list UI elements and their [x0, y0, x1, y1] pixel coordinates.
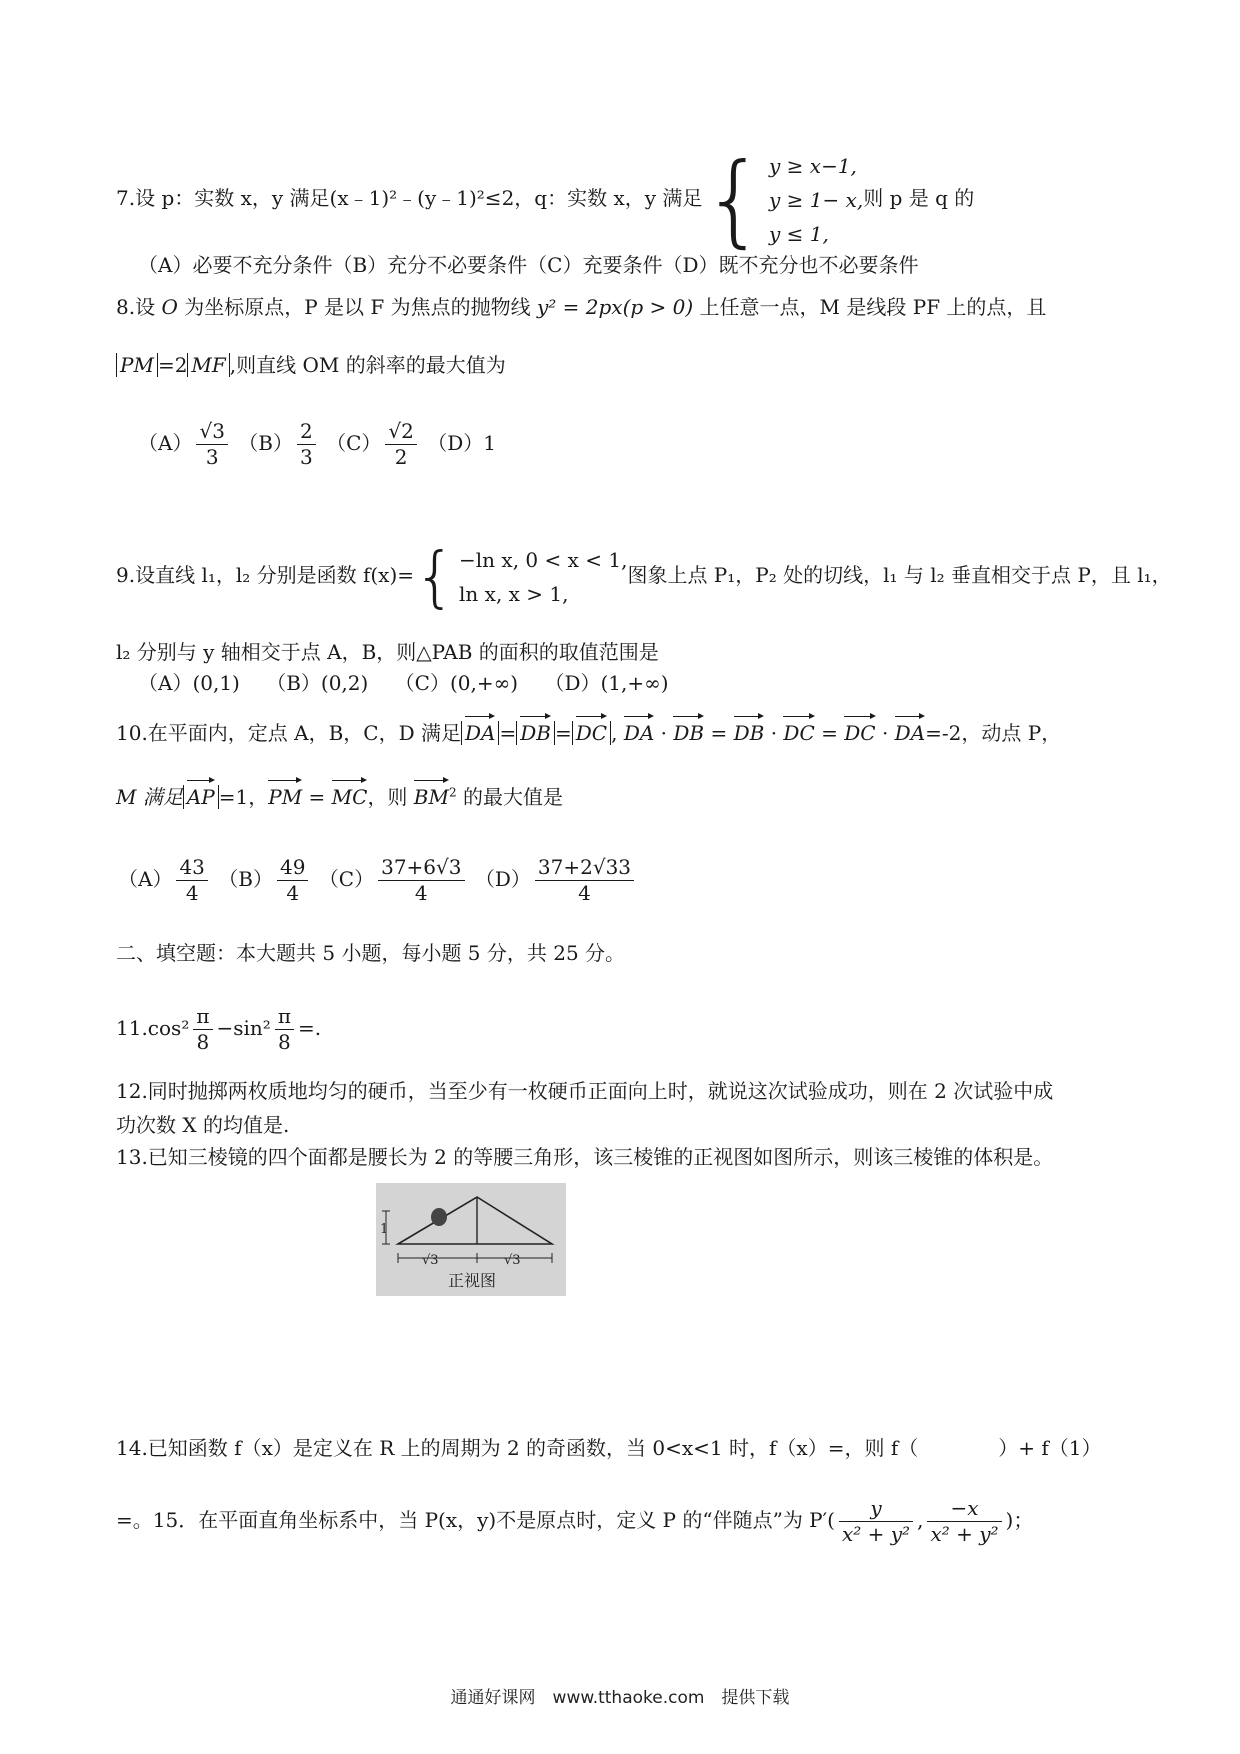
q14-stem: 14.已知函数 f（x）是定义在 R 上的周期为 2 的奇函数，当 0<x<1 时，f（x）=，则 f（ ）+ f（1） [116, 1436, 1102, 1460]
q8-options: （A） $\frac{√3}{3}$ （B） $\frac{2}{3}$ （C） $\frac{√2}{2}$ （D）1 [138, 419, 496, 469]
figure-width-label-right: √3 [504, 1253, 521, 1268]
section-heading: 二、填空题：本大题共 5 小题，每小题 5 分，共 25 分。 [116, 941, 626, 965]
q7-stem: 7.设 p：实数 x，y 满足(x﹣1)²﹣(y﹣1)²≤2，q：实数 x，y 满足 { y ≥ x−1, y ≥ 1− x, y ≤ 1, 则 p 是 q 的 [116, 140, 975, 258]
q8-stem-line2: PM =2 MF ,则直线 OM 的斜率的最大值为 [116, 349, 1136, 381]
q9-stem-line2: l₂ 分别与 y 轴相交于点 A，B，则△PAB 的面积的取值范围是 [116, 640, 659, 664]
q12-line1: 12.同时抛掷两枚质地均匀的硬币，当至少有一枚硬币正面向上时，就说这次试验成功，则在 2 次试验中成 [116, 1079, 1054, 1103]
q9-stem-line1: 9.设直线 l₁，l₂ 分别是函数 f(x)= { −ln x, 0 < x < 1, ln x, x > 1, 图象上点 P₁，P₂ 处的切线，l₁ 与 l₂ 垂直相交于点 P，且 l₁， [116, 537, 1172, 615]
figure-width-label-left: √3 [422, 1253, 439, 1268]
q10-stem-line1: 10.在平面内，定点 A，B，C，D 满足 DA = DB = DC , DA · DB = DB · DC = DC · DA=-2，动点 P， [116, 714, 1136, 749]
q9-options: （A）(0,1) （B）(0,2) （C）(0,+∞) （D）(1,+∞) [138, 671, 669, 695]
q10-options: （A） $\frac{43}{4}$ （B） $\frac{49}{4}$ （C） $\frac{37+6√3}{4}$ （D） $\frac{37+2√33}{4}$ [118, 852, 1136, 906]
q12-line2: 功次数 X 的均值是. [116, 1113, 290, 1137]
q7-options: （A）必要不充分条件（B）充分不必要条件（C）充要条件（D）既不充分也不必要条件 [138, 253, 919, 277]
q7-system: { y ≥ x−1, y ≥ 1− x, y ≤ 1, [702, 140, 864, 258]
figure-height-label: 1 [380, 1222, 389, 1237]
q10-stem-line2: M 满足 AP =1，PM = MC，则 $BM^2$ 的最大值是 [116, 778, 1136, 813]
figure-caption: 正视图 [448, 1271, 497, 1290]
q11: 11.cos² $\frac{\pi}{8}$ −sin² $\frac{\pi}{8}$ =. [116, 1004, 322, 1054]
q13-stem: 13.已知三棱镜的四个面都是腰长为 2 的等腰三角形，该三棱锥的正视图如图所示，则该三棱锥的体积是。 [116, 1145, 1054, 1169]
front-view-figure [376, 1183, 566, 1296]
q8-stem-line1: 8.设 O 为坐标原点，P 是以 F 为焦点的抛物线 y² = 2px(p > 0) 上任意一点，M 是线段 PF 上的点，且 [116, 295, 1047, 319]
q15-stem: =。15．在平面直角坐标系中，当 P(x，y)不是原点时，定义 P 的“伴随点”为 P′( $\frac{y}{\text{x² + y²}}$ , $\frac{-x}{\text{x² + y²}}$ )； [116, 1496, 1034, 1546]
page-footer: 通通好课网 www.tthaoke.com 提供下载 [450, 1688, 790, 1708]
